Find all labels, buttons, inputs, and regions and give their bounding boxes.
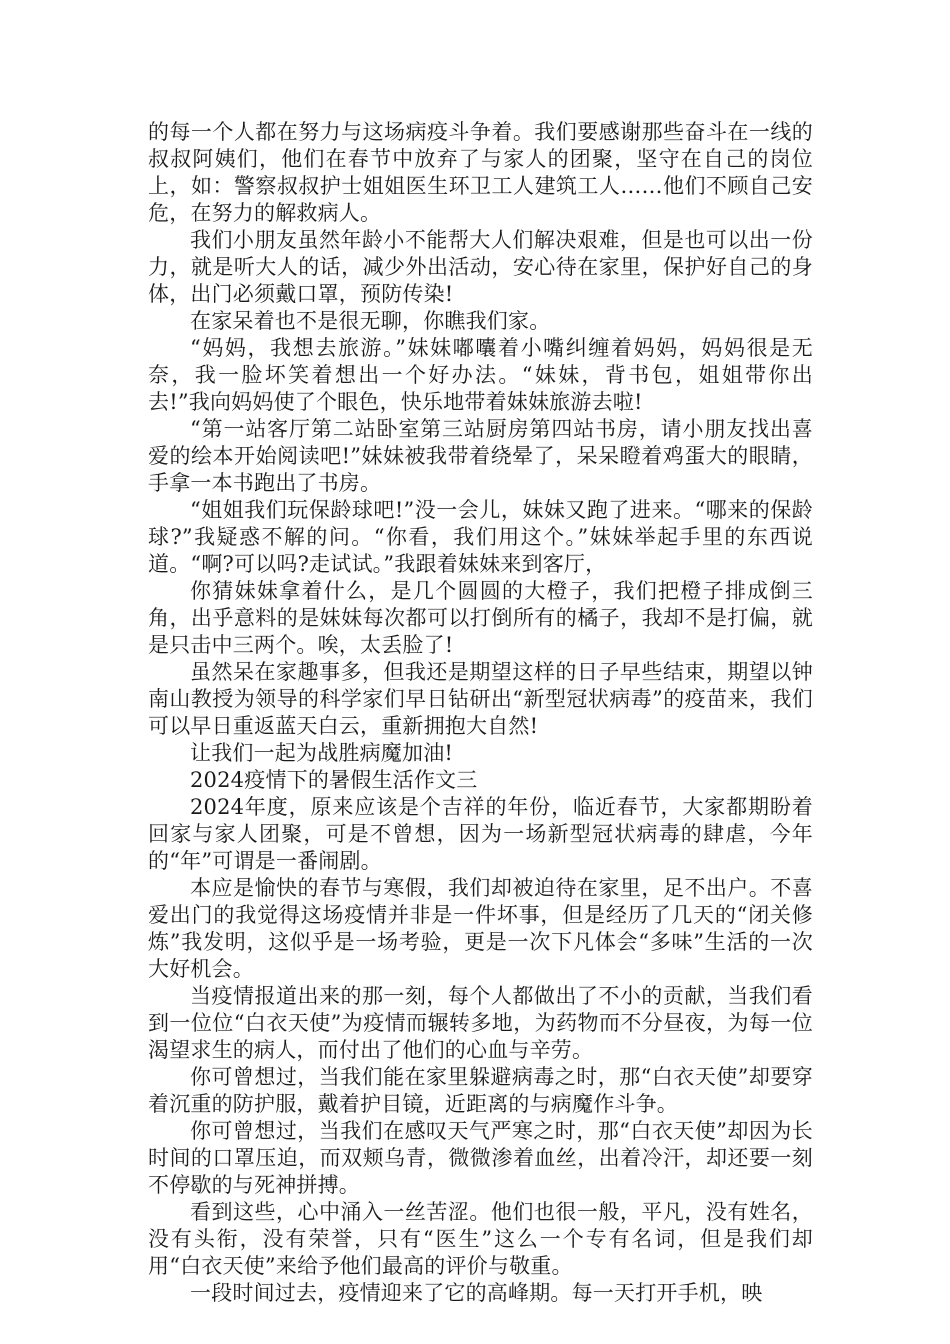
paragraph: 的每一个人都在努力与这场病疫斗争着。我们要感谢那些奋斗在一线的叔叔阿姨们，他们在春节中放弃了与家人的团聚，坚守在自己的岗位上，如：警察叔叔护士姐姐医生环卫工人建筑工人……他们不顾自己安危，在努力的解救病人。 <box>148 120 813 225</box>
paragraph: 本应是愉快的春节与寒假，我们却被迫待在家里，足不出户。不喜爱出门的我觉得这场疫情并非是一件坏事，但是经历了几天的“闭关修炼”我发明，这似乎是一场考验，更是一次下凡体会“多味”生活的一次大好机会。 <box>148 876 813 981</box>
document-body <box>148 119 813 1307</box>
paragraph: 你猜妹妹拿着什么，是几个圆圆的大橙子，我们把橙子排成倒三角，出乎意料的是妹妹每次都可以打倒所有的橘子，我却不是打偏，就是只击中三两个。唉，太丢脸了! <box>148 579 813 657</box>
paragraph: 当疫情报道出来的那一刻，每个人都做出了不小的贡献，当我们看到一位位“白衣天使”为疫情而辗转多地，为药物而不分昼夜，为每一位渴望求生的病人，而付出了他们的心血与辛劳。 <box>148 984 813 1062</box>
paragraph: 我们小朋友虽然年龄小不能帮大人们解决艰难，但是也可以出一份力，就是听大人的话，减少外出活动，安心待在家里，保护好自己的身体，出门必须戴口罩，预防传染! <box>148 228 813 306</box>
paragraph: “第一站客厅第二站卧室第三站厨房第四站书房，请小朋友找出喜爱的绘本开始阅读吧!”妹妹被我带着绕晕了，呆呆瞪着鸡蛋大的眼睛，手拿一本书跑出了书房。 <box>148 417 813 495</box>
paragraph: 2024年度，原来应该是个吉祥的年份，临近春节，大家都期盼着回家与家人团聚，可是不曾想，因为一场新型冠状病毒的肆虐，今年的“年”可谓是一番闹剧。 <box>148 795 813 873</box>
paragraph: 你可曾想过，当我们在感叹天气严寒之时，那“白衣天使”却因为长时间的口罩压迫，而双颊乌青，微微渗着血丝，出着冷汗，却还要一刻不停歇的与死神拼搏。 <box>148 1119 813 1197</box>
paragraph: 让我们一起为战胜病魔加油! <box>190 741 454 765</box>
paragraph: “妈妈，我想去旅游。”妹妹嘟囔着小嘴纠缠着妈妈，妈妈很是无奈，我一脸坏笑着想出一个好办法。“妹妹，背书包，姐姐带你出去!”我向妈妈使了个眼色，快乐地带着妹妹旅游去啦! <box>148 336 813 414</box>
paragraph: 看到这些，心中涌入一丝苦涩。他们也很一般，平凡，没有姓名，没有头衔，没有荣誉，只有“医生”这么一个专有名词，但是我们却用“白衣天使”来给予他们最高的评价与敬重。 <box>148 1200 813 1278</box>
paragraph: 一段时间过去，疫情迎来了它的高峰期。每一天打开手机，映 <box>190 1281 763 1305</box>
paragraph: 虽然呆在家趣事多，但我还是期望这样的日子早些结束，期望以钟南山教授为领导的科学家们早日钻研出“新型冠状病毒”的疫苗来，我们可以早日重返蓝天白云，重新拥抱大自然! <box>148 660 813 738</box>
section-title: 2024疫情下的暑假生活作文三 <box>190 768 478 792</box>
paragraph: “姐姐我们玩保龄球吧!”没一会儿，妹妹又跑了进来。“哪来的保龄球?”我疑惑不解的问。“你看，我们用这个。”妹妹举起手里的东西说道。“啊?可以吗?走试试。”我跟着妹妹来到客厅， <box>148 498 813 576</box>
paragraph: 在家呆着也不是很无聊，你瞧我们家。 <box>190 309 551 333</box>
paragraph: 你可曾想过，当我们能在家里躲避病毒之时，那“白衣天使”却要穿着沉重的防护服，戴着护目镜，近距离的与病魔作斗争。 <box>148 1065 813 1116</box>
